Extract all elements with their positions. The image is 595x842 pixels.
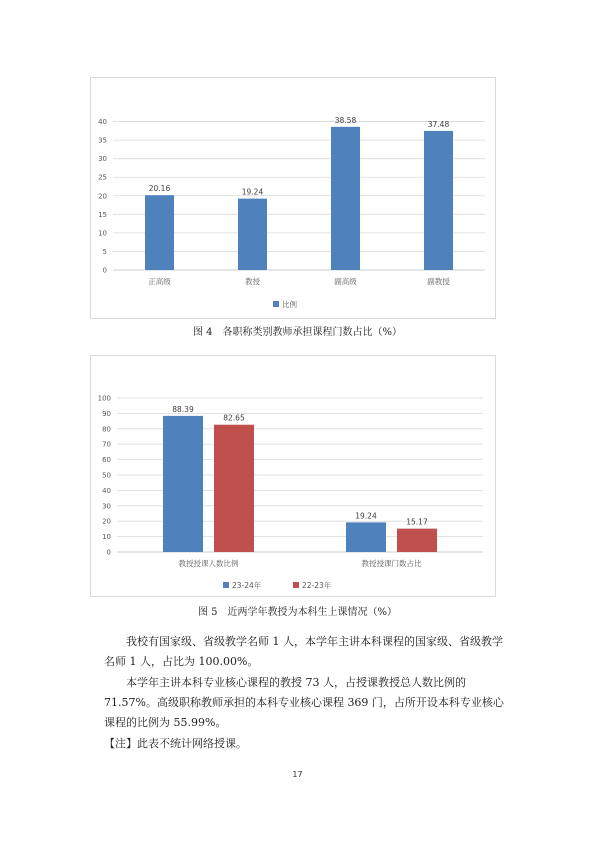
bar: [238, 199, 267, 270]
x-category-label: 副高级: [334, 277, 357, 286]
paragraph-text: 我校有国家级、省级教学名师 1 人，本学年主讲本科课程的国家级、省级教学名师 1 人，占比为 100.00%。: [104, 635, 503, 668]
y-tick-label: 100: [97, 394, 111, 403]
bar: [331, 127, 360, 270]
y-tick-label: 25: [98, 173, 107, 182]
y-tick-label: 60: [102, 456, 111, 465]
x-category-label: 正高级: [148, 277, 171, 286]
x-category-label: 教授授课人数比例: [178, 559, 239, 568]
paragraph-teaching-masters: [104, 632, 504, 672]
chart-fig5: [90, 355, 496, 597]
legend-swatch: [273, 301, 279, 307]
data-label: 38.58: [334, 115, 357, 125]
page-number: 17: [292, 770, 303, 779]
y-tick-label: 35: [98, 136, 107, 145]
data-label: 37.48: [427, 119, 450, 129]
bar: [214, 425, 254, 552]
legend-label: 22-23年: [302, 581, 332, 590]
data-label: 88.39: [172, 404, 194, 414]
x-category-label: 教授: [245, 277, 260, 286]
x-category-label: 副教授: [427, 277, 450, 286]
chart-fig4-svg: [91, 78, 495, 318]
bar: [424, 131, 453, 270]
y-tick-label: 50: [102, 471, 111, 480]
y-tick-label: 40: [102, 486, 111, 495]
chart-fig4: [90, 77, 496, 319]
y-tick-label: 5: [102, 247, 107, 256]
y-tick-label: 70: [102, 440, 111, 449]
legend-swatch: [223, 582, 229, 588]
bar: [397, 529, 437, 552]
y-tick-label: 90: [102, 409, 111, 418]
chart-fig5-svg: [91, 356, 495, 596]
paragraph-core-courses: [104, 673, 504, 733]
data-label: 19.24: [241, 187, 264, 197]
y-tick-label: 10: [98, 229, 107, 238]
legend-label: 比例: [282, 300, 297, 309]
data-label: 20.16: [148, 184, 171, 194]
figure-caption-5: 图 5 近两学年教授为本科生上课情况（%）: [197, 607, 398, 618]
note-text: 【注】此表不统计网络授课。: [104, 737, 247, 750]
bar: [346, 522, 386, 552]
bar: [145, 195, 174, 270]
y-tick-label: 80: [102, 425, 111, 434]
legend-label: 23-24年: [232, 581, 262, 590]
y-tick-label: 10: [102, 533, 111, 542]
y-tick-label: 30: [98, 155, 107, 164]
y-tick-label: 20: [98, 192, 107, 201]
legend-swatch: [293, 582, 299, 588]
paragraph-text: 本学年主讲本科专业核心课程的教授 73 人，占授课教授总人数比例的 71.57%。高级职称教师承担的本科专业核心课程 369 门，占所开设本科专业核心课程的比例为 55.99%。: [104, 676, 504, 729]
data-label: 19.24: [355, 511, 377, 521]
data-label: 15.17: [406, 517, 428, 527]
figure-caption-4: 图 4 各职称类别教师承担课程门数占比（%）: [192, 327, 403, 338]
y-tick-label: 0: [106, 548, 111, 557]
y-tick-label: 0: [102, 266, 107, 275]
y-tick-label: 30: [102, 502, 111, 511]
bar: [163, 416, 203, 552]
data-label: 82.65: [223, 413, 245, 423]
y-tick-label: 20: [102, 517, 111, 526]
x-category-label: 教授授课门数占比: [361, 559, 422, 568]
y-tick-label: 40: [98, 118, 107, 127]
y-tick-label: 15: [98, 210, 107, 219]
